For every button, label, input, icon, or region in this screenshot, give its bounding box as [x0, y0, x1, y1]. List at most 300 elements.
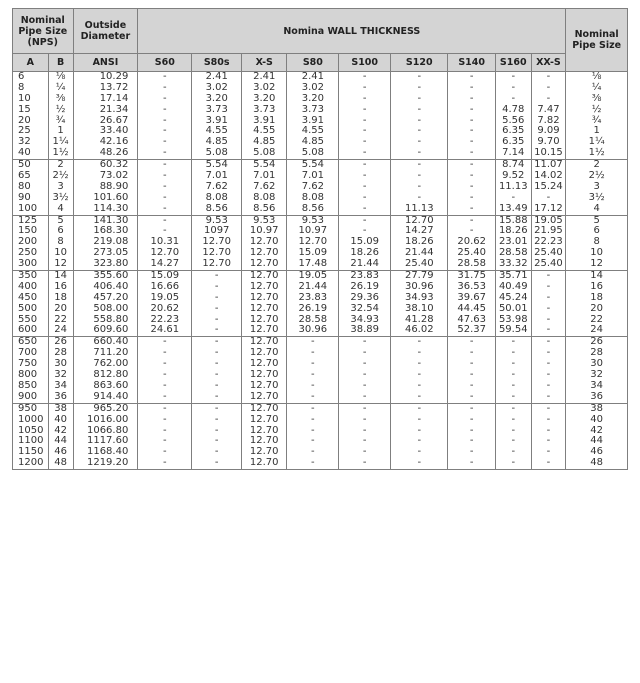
cell-value: -	[469, 379, 474, 391]
cell-value: -	[311, 424, 315, 436]
cell-value: -	[362, 214, 367, 226]
cell-value: 350	[18, 270, 38, 282]
cell-value: 30	[590, 358, 604, 370]
cell-value: 1½	[588, 147, 605, 159]
cell-s80	[287, 337, 339, 403]
cell-value: ⅜	[591, 92, 602, 104]
cell-value: 1219.20	[86, 457, 129, 469]
cell-value: 30	[54, 358, 67, 370]
cell-value: -	[163, 358, 167, 370]
cell-value: 500	[18, 302, 38, 314]
cell-value: 12.70	[249, 347, 279, 359]
table-row-group	[13, 160, 628, 215]
col-header-s80: S80	[287, 54, 339, 72]
cell-value: -	[417, 103, 422, 115]
cell-value: 7.62	[301, 180, 324, 192]
cell-value: 3½	[588, 191, 605, 203]
cell-value: 8.08	[301, 191, 324, 203]
cell-value: 8.08	[253, 191, 276, 203]
cell-value: -	[163, 125, 167, 137]
cell-value: 80	[18, 180, 31, 192]
cell-value: 9.70	[537, 136, 560, 148]
cell-value: -	[469, 457, 474, 469]
cell-value: 4.85	[253, 136, 276, 148]
cell-value: 1	[593, 125, 600, 137]
cell-value: 40	[18, 147, 31, 159]
cell-value: -	[546, 390, 551, 402]
cell-value: 850	[18, 379, 38, 391]
cell-value: -	[417, 136, 422, 148]
cell-value: 660.40	[93, 336, 129, 348]
cell-nps	[566, 403, 628, 469]
cell-value: 12.70	[249, 457, 279, 469]
cell-value: -	[163, 457, 167, 469]
cell-value: 12	[590, 258, 604, 270]
cell-value: 50.01	[498, 302, 528, 314]
cell-value: 9.52	[502, 170, 525, 182]
cell-s100	[339, 215, 391, 270]
cell-value: -	[417, 159, 422, 171]
cell-value: 40	[54, 413, 67, 425]
cell-value: 36	[54, 390, 67, 402]
cell-value: 12.70	[249, 413, 279, 425]
cell-value: -	[511, 457, 516, 469]
cell-value: 12.70	[249, 302, 279, 314]
col-header-s100: S100	[339, 54, 391, 72]
cell-value: -	[469, 446, 474, 458]
cell-value: -	[511, 379, 516, 391]
cell-value: 44	[590, 435, 604, 447]
cell-s120	[391, 215, 448, 270]
cell-value: 12.70	[249, 446, 279, 458]
cell-value: 21.34	[99, 103, 129, 115]
cell-value: -	[362, 103, 367, 115]
cell-value: -	[214, 402, 219, 414]
cell-value: -	[469, 424, 474, 436]
cell-value: 11.13	[498, 180, 528, 192]
cell-value: -	[469, 81, 474, 93]
cell-value: 168.30	[93, 225, 129, 237]
cell-value: -	[163, 103, 167, 115]
cell-value: -	[163, 136, 167, 148]
cell-value: ¾	[591, 114, 602, 126]
cell-value: 14.27	[404, 225, 434, 237]
cell-value: 8	[18, 81, 25, 93]
col-header-s160: S160	[495, 54, 531, 72]
cell-xxs	[531, 271, 566, 337]
table-body	[13, 72, 628, 470]
cell-value: 47.63	[457, 313, 486, 325]
cell-a	[13, 337, 49, 403]
cell-value: -	[417, 402, 422, 414]
cell-value: 12.70	[249, 358, 279, 370]
cell-value: 24.61	[150, 324, 180, 336]
cell-value: -	[362, 71, 367, 82]
cell-value: 17.48	[298, 258, 328, 270]
cell-value: -	[362, 125, 367, 137]
cell-value: -	[362, 92, 367, 104]
cell-value: -	[214, 379, 219, 391]
cell-s120	[391, 72, 448, 160]
cell-xxs	[531, 160, 566, 215]
cell-value: -	[546, 302, 551, 314]
cell-value: 20.62	[150, 302, 180, 314]
cell-value: -	[362, 379, 367, 391]
cell-value: 12.70	[202, 247, 232, 259]
cell-value: 34	[590, 379, 604, 391]
cell-value: -	[469, 71, 474, 82]
cell-value: 24	[590, 324, 604, 336]
cell-value: -	[469, 435, 474, 447]
cell-s100	[339, 337, 391, 403]
cell-value: 14	[590, 270, 604, 282]
cell-value: -	[163, 191, 167, 203]
cell-s160	[495, 337, 531, 403]
cell-value: 12.70	[249, 324, 279, 336]
cell-value: 1097	[203, 225, 230, 237]
cell-value: 12.70	[249, 369, 279, 381]
cell-value: 3.02	[253, 81, 276, 93]
cell-value: -	[546, 446, 551, 458]
cell-value: -	[511, 358, 516, 370]
cell-value: -	[546, 191, 551, 203]
cell-value: -	[469, 336, 474, 348]
cell-value: 250	[18, 247, 38, 259]
cell-value: -	[214, 413, 219, 425]
cell-value: 20	[54, 302, 67, 314]
cell-value: 59.54	[498, 324, 528, 336]
col-header-s140: S140	[448, 54, 496, 72]
cell-value: 6	[18, 71, 25, 82]
cell-value: 88.90	[99, 180, 129, 192]
cell-value: 27.79	[404, 270, 434, 282]
cell-s80s	[192, 271, 242, 337]
cell-value: 41.28	[404, 313, 434, 325]
cell-value: -	[511, 369, 516, 381]
cell-value: -	[163, 225, 167, 237]
cell-value: 42.16	[99, 136, 129, 148]
cell-value: -	[417, 424, 422, 436]
cell-value: 6	[593, 225, 600, 237]
cell-value: 13.49	[498, 202, 528, 214]
cell-value: 600	[18, 324, 38, 336]
cell-value: 23.01	[498, 236, 528, 248]
cell-value: 7.82	[537, 114, 560, 126]
cell-a	[13, 215, 49, 270]
cell-value: 28	[590, 347, 604, 359]
cell-value: 33.32	[498, 258, 528, 270]
cell-value: 2	[593, 159, 600, 171]
cell-value: -	[163, 369, 167, 381]
cell-value: 5.08	[253, 147, 276, 159]
cell-xxs	[531, 215, 566, 270]
cell-s60	[138, 72, 192, 160]
cell-value: 25.40	[534, 247, 563, 259]
cell-value: 200	[18, 236, 38, 248]
cell-value: 42	[590, 424, 604, 436]
cell-value: -	[546, 92, 551, 104]
cell-value: 15.88	[498, 214, 528, 226]
cell-value: -	[546, 424, 551, 436]
cell-value: -	[214, 424, 219, 436]
cell-value: -	[362, 81, 367, 93]
cell-value: 24	[54, 324, 67, 336]
cell-value: 48	[54, 457, 67, 469]
cell-value: 34.93	[404, 291, 434, 303]
cell-value: 4.55	[205, 125, 228, 137]
cell-value: ⅛	[591, 71, 602, 82]
cell-value: 7.62	[205, 180, 228, 192]
cell-value: 125	[18, 214, 38, 226]
cell-value: 4.85	[205, 136, 228, 148]
cell-value: 8	[57, 236, 64, 248]
cell-s60	[138, 215, 192, 270]
cell-value: 48.26	[99, 147, 129, 159]
cell-value: -	[417, 347, 422, 359]
cell-value: 3.73	[301, 103, 324, 115]
cell-value: 12.70	[249, 435, 279, 447]
cell-value: 812.80	[93, 369, 129, 381]
cell-value: 3.20	[253, 92, 276, 104]
cell-value: 31.75	[457, 270, 486, 282]
cell-value: -	[163, 180, 167, 192]
table-row-group	[13, 337, 628, 403]
cell-value: ½	[591, 103, 602, 115]
cell-value: 2½	[52, 170, 69, 182]
cell-value: -	[546, 347, 551, 359]
cell-value: 7.62	[253, 180, 276, 192]
cell-value: -	[214, 313, 219, 325]
cell-value: -	[511, 413, 516, 425]
cell-value: -	[214, 302, 219, 314]
table-row-group	[13, 403, 628, 469]
cell-value: 300	[18, 258, 38, 270]
cell-value: 10	[18, 92, 31, 104]
cell-value: 15.09	[298, 247, 328, 259]
cell-s80	[287, 72, 339, 160]
nominal-pipe-size-header: Nominal Pipe Size	[566, 9, 628, 72]
cell-value: -	[469, 170, 474, 182]
cell-value: -	[469, 369, 474, 381]
cell-value: 19.05	[298, 270, 328, 282]
cell-value: 12.70	[150, 247, 180, 259]
cell-value: 2.41	[301, 71, 324, 82]
cell-nps	[566, 72, 628, 160]
cell-value: 28.58	[298, 313, 328, 325]
cell-value: -	[417, 457, 422, 469]
cell-value: 4.55	[253, 125, 276, 137]
cell-s140	[448, 403, 496, 469]
cell-value: 22	[590, 313, 604, 325]
cell-value: -	[214, 369, 219, 381]
cell-value: 100	[18, 202, 38, 214]
cell-value: -	[417, 125, 422, 137]
cell-value: 14.27	[150, 258, 180, 270]
cell-value: -	[311, 390, 315, 402]
cell-value: 650	[18, 336, 38, 348]
cell-value: 20	[18, 114, 31, 126]
col-header-xxs: XX-S	[531, 54, 566, 72]
cell-value: 5.08	[205, 147, 228, 159]
cell-value: -	[163, 413, 167, 425]
cell-value: -	[214, 336, 219, 348]
cell-value: -	[546, 336, 551, 348]
cell-value: 4	[593, 202, 600, 214]
cell-xs	[242, 337, 287, 403]
table-row-group	[13, 215, 628, 270]
cell-b	[48, 160, 73, 215]
cell-value: -	[469, 159, 474, 171]
cell-value: -	[417, 369, 422, 381]
cell-value: 700	[18, 347, 38, 359]
cell-value: 12.70	[249, 336, 279, 348]
cell-s60	[138, 160, 192, 215]
cell-value: -	[546, 81, 551, 93]
cell-value: -	[163, 390, 167, 402]
cell-value: 17.14	[99, 92, 129, 104]
cell-value: -	[214, 390, 219, 402]
cell-value: -	[362, 336, 367, 348]
cell-value: -	[511, 191, 516, 203]
cell-xxs	[531, 337, 566, 403]
cell-value: 65	[18, 170, 31, 182]
cell-value: 26.19	[350, 280, 380, 292]
cell-s160	[495, 271, 531, 337]
cell-value: -	[417, 180, 422, 192]
cell-value: 800	[18, 369, 38, 381]
cell-xxs	[531, 72, 566, 160]
cell-value: -	[311, 336, 315, 348]
cell-b	[48, 215, 73, 270]
cell-value: -	[163, 147, 167, 159]
cell-value: 5.54	[301, 159, 324, 171]
cell-value: 39.67	[457, 291, 486, 303]
col-header-a: A	[13, 54, 49, 72]
cell-value: -	[163, 71, 167, 82]
cell-value: 17.12	[534, 202, 563, 214]
cell-value: -	[546, 291, 551, 303]
cell-value: 32	[18, 136, 31, 148]
table-row-group	[13, 72, 628, 160]
cell-value: 36	[590, 390, 604, 402]
cell-s120	[391, 271, 448, 337]
cell-value: 28	[54, 347, 67, 359]
cell-value: 558.80	[93, 313, 129, 325]
cell-value: 5	[57, 214, 64, 226]
col-header-s60: S60	[138, 54, 192, 72]
cell-a	[13, 72, 49, 160]
cell-value: 18	[590, 291, 604, 303]
cell-value: 60.32	[99, 159, 129, 171]
cell-value: -	[362, 202, 367, 214]
cell-value: 8.56	[301, 202, 324, 214]
cell-value: 45.24	[498, 291, 528, 303]
cell-s80	[287, 403, 339, 469]
cell-s80s	[192, 160, 242, 215]
cell-value: -	[417, 435, 422, 447]
cell-value: 36.53	[457, 280, 486, 292]
cell-value: 19.05	[534, 214, 563, 226]
cell-value: 52.37	[457, 324, 486, 336]
cell-value: 1½	[52, 147, 69, 159]
cell-value: -	[214, 280, 219, 292]
cell-value: 762.00	[93, 358, 129, 370]
cell-value: -	[511, 390, 516, 402]
cell-value: 7.14	[502, 147, 525, 159]
pipe-schedule-table	[12, 8, 628, 470]
cell-value: -	[511, 446, 516, 458]
cell-s100	[339, 271, 391, 337]
cell-value: -	[469, 92, 474, 104]
cell-xs	[242, 403, 287, 469]
cell-s160	[495, 215, 531, 270]
cell-xs	[242, 215, 287, 270]
cell-s140	[448, 160, 496, 215]
cell-value: 90	[18, 191, 31, 203]
cell-value: -	[311, 379, 315, 391]
cell-value: -	[362, 424, 367, 436]
cell-value: 12.70	[202, 236, 232, 248]
cell-value: 273.05	[93, 247, 129, 259]
cell-value: ⅛	[55, 71, 66, 82]
cell-value: -	[163, 424, 167, 436]
cell-value: 14	[54, 270, 67, 282]
cell-value: -	[163, 336, 167, 348]
cell-value: ¼	[55, 81, 66, 93]
cell-value: 10.31	[150, 236, 180, 248]
cell-value: -	[362, 170, 367, 182]
cell-value: 42	[54, 424, 67, 436]
cell-value: 609.60	[93, 324, 129, 336]
col-header-s80s: S80s	[192, 54, 242, 72]
cell-value: -	[163, 202, 167, 214]
cell-value: -	[469, 147, 474, 159]
cell-value: 450	[18, 291, 38, 303]
cell-value: 323.80	[93, 258, 129, 270]
cell-value: 10.97	[249, 225, 279, 237]
cell-value: 28.58	[498, 247, 528, 259]
cell-value: 18	[54, 291, 67, 303]
cell-s80s	[192, 337, 242, 403]
cell-value: 7.01	[253, 170, 276, 182]
cell-value: -	[469, 214, 474, 226]
cell-value: 28.58	[457, 258, 486, 270]
wall-thickness-header: Nomina WALL THICKNESS	[138, 9, 566, 54]
cell-value: 21.44	[350, 258, 380, 270]
cell-value: 12.70	[249, 379, 279, 391]
cell-value: -	[511, 424, 516, 436]
cell-value: 101.60	[93, 191, 129, 203]
cell-value: -	[214, 435, 219, 447]
cell-value: 2	[57, 159, 64, 171]
cell-xs	[242, 160, 287, 215]
cell-value: -	[417, 191, 422, 203]
cell-value: 2.41	[205, 71, 228, 82]
cell-value: -	[362, 191, 367, 203]
cell-ansi	[73, 215, 138, 270]
cell-value: 8	[593, 236, 600, 248]
cell-s60	[138, 271, 192, 337]
cell-value: 4.85	[301, 136, 324, 148]
cell-value: 11.13	[404, 202, 434, 214]
cell-s100	[339, 403, 391, 469]
cell-value: 20.62	[457, 236, 486, 248]
cell-value: 16.66	[150, 280, 180, 292]
cell-value: 1050	[18, 424, 44, 436]
cell-value: 11.07	[534, 159, 563, 171]
cell-value: -	[163, 92, 167, 104]
cell-value: -	[417, 114, 422, 126]
